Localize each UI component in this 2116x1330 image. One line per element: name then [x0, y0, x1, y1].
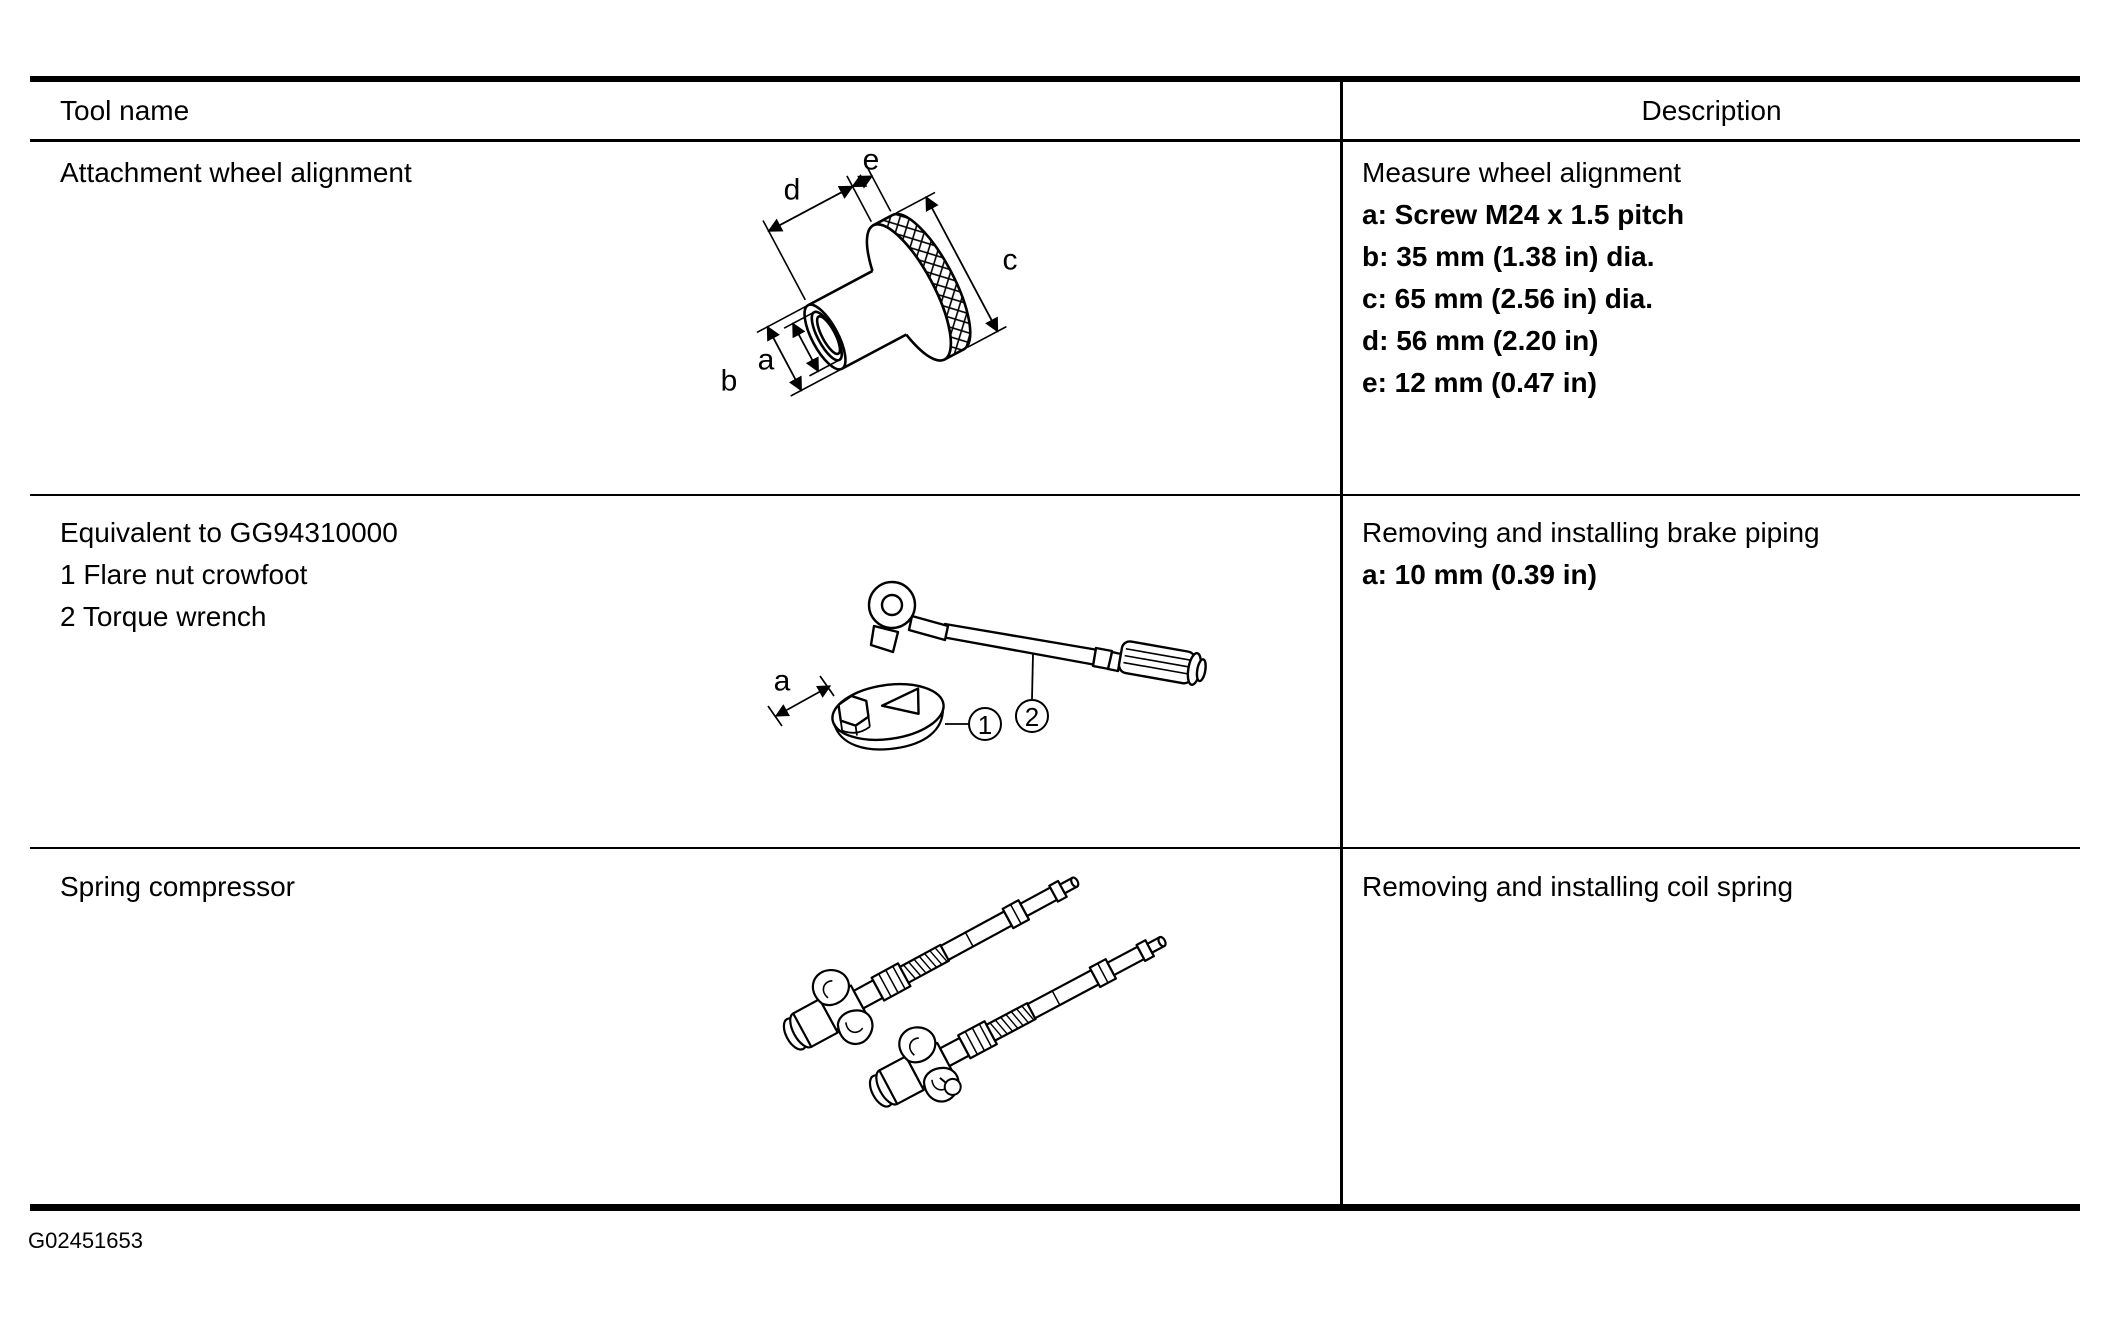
- description-cell: [1362, 512, 1820, 596]
- description-intro: Removing and installing brake piping: [1362, 517, 1820, 548]
- flare-nut-crowfoot-and-torque-wrench-drawing: [740, 550, 1300, 810]
- description-cell: [1362, 866, 1793, 908]
- description-spec-line: c: 65 mm (2.56 in) dia.: [1362, 283, 1653, 314]
- column-divider: [1340, 76, 1343, 1211]
- tool-name-cell: [60, 512, 398, 638]
- description-spec-line: d: 56 mm (2.20 in): [1362, 325, 1599, 356]
- column-header-description: Description: [1641, 95, 1782, 126]
- dim-label-a: a: [773, 664, 791, 698]
- callout-label-2: 2: [1024, 702, 1040, 732]
- dim-label-e: e: [862, 143, 880, 177]
- table-bottom-border: [30, 1204, 2080, 1211]
- torque-wrench: [869, 582, 1208, 687]
- column-header-tool-name: Tool name: [60, 95, 190, 126]
- dim-label-c: c: [1002, 243, 1018, 277]
- row-separator-2: [30, 847, 2080, 849]
- tool-name-cell: [60, 866, 295, 908]
- tool-name-line: Attachment wheel alignment: [60, 157, 412, 188]
- tool-name-line: 2 Torque wrench: [60, 601, 267, 632]
- description-cell: [1362, 152, 1684, 404]
- callout-label-1: 1: [977, 710, 993, 740]
- row-separator-1: [30, 494, 2080, 496]
- figure-id: G02451653: [28, 1228, 143, 1253]
- spring-compressor-drawing: [760, 860, 1240, 1180]
- description-spec-line: e: 12 mm (0.47 in): [1362, 367, 1597, 398]
- dim-line-e: [853, 176, 872, 186]
- dim-label-d: d: [783, 173, 801, 207]
- dim-label-a: a: [757, 343, 775, 377]
- leader-line-2: [1032, 654, 1033, 699]
- tool-name-cell: [60, 152, 412, 194]
- square-drive: [871, 626, 898, 652]
- wrench-grip: [1118, 640, 1208, 686]
- description-spec-line: a: Screw M24 x 1.5 pitch: [1362, 199, 1685, 230]
- flare-nut-crowfoot: [829, 677, 949, 756]
- dim-label-b: b: [720, 364, 738, 398]
- attachment-wheel-alignment-drawing: [540, 120, 1100, 460]
- description-spec-line: a: 10 mm (0.39 in): [1362, 559, 1597, 590]
- dim-line-d: [769, 186, 853, 231]
- tool-name-line: Equivalent to GG94310000: [60, 517, 398, 548]
- table-top-border: [30, 76, 2080, 82]
- wrench-shaft: [942, 624, 1098, 665]
- spring-compressor-rod-2: [854, 904, 1183, 1130]
- description-spec-line: b: 35 mm (1.38 in) dia.: [1362, 241, 1655, 272]
- description-intro: Measure wheel alignment: [1362, 157, 1682, 188]
- tool-name-line: Spring compressor: [60, 871, 295, 902]
- description-intro: Removing and installing coil spring: [1362, 871, 1794, 902]
- tool-name-line: 1 Flare nut crowfoot: [60, 559, 308, 590]
